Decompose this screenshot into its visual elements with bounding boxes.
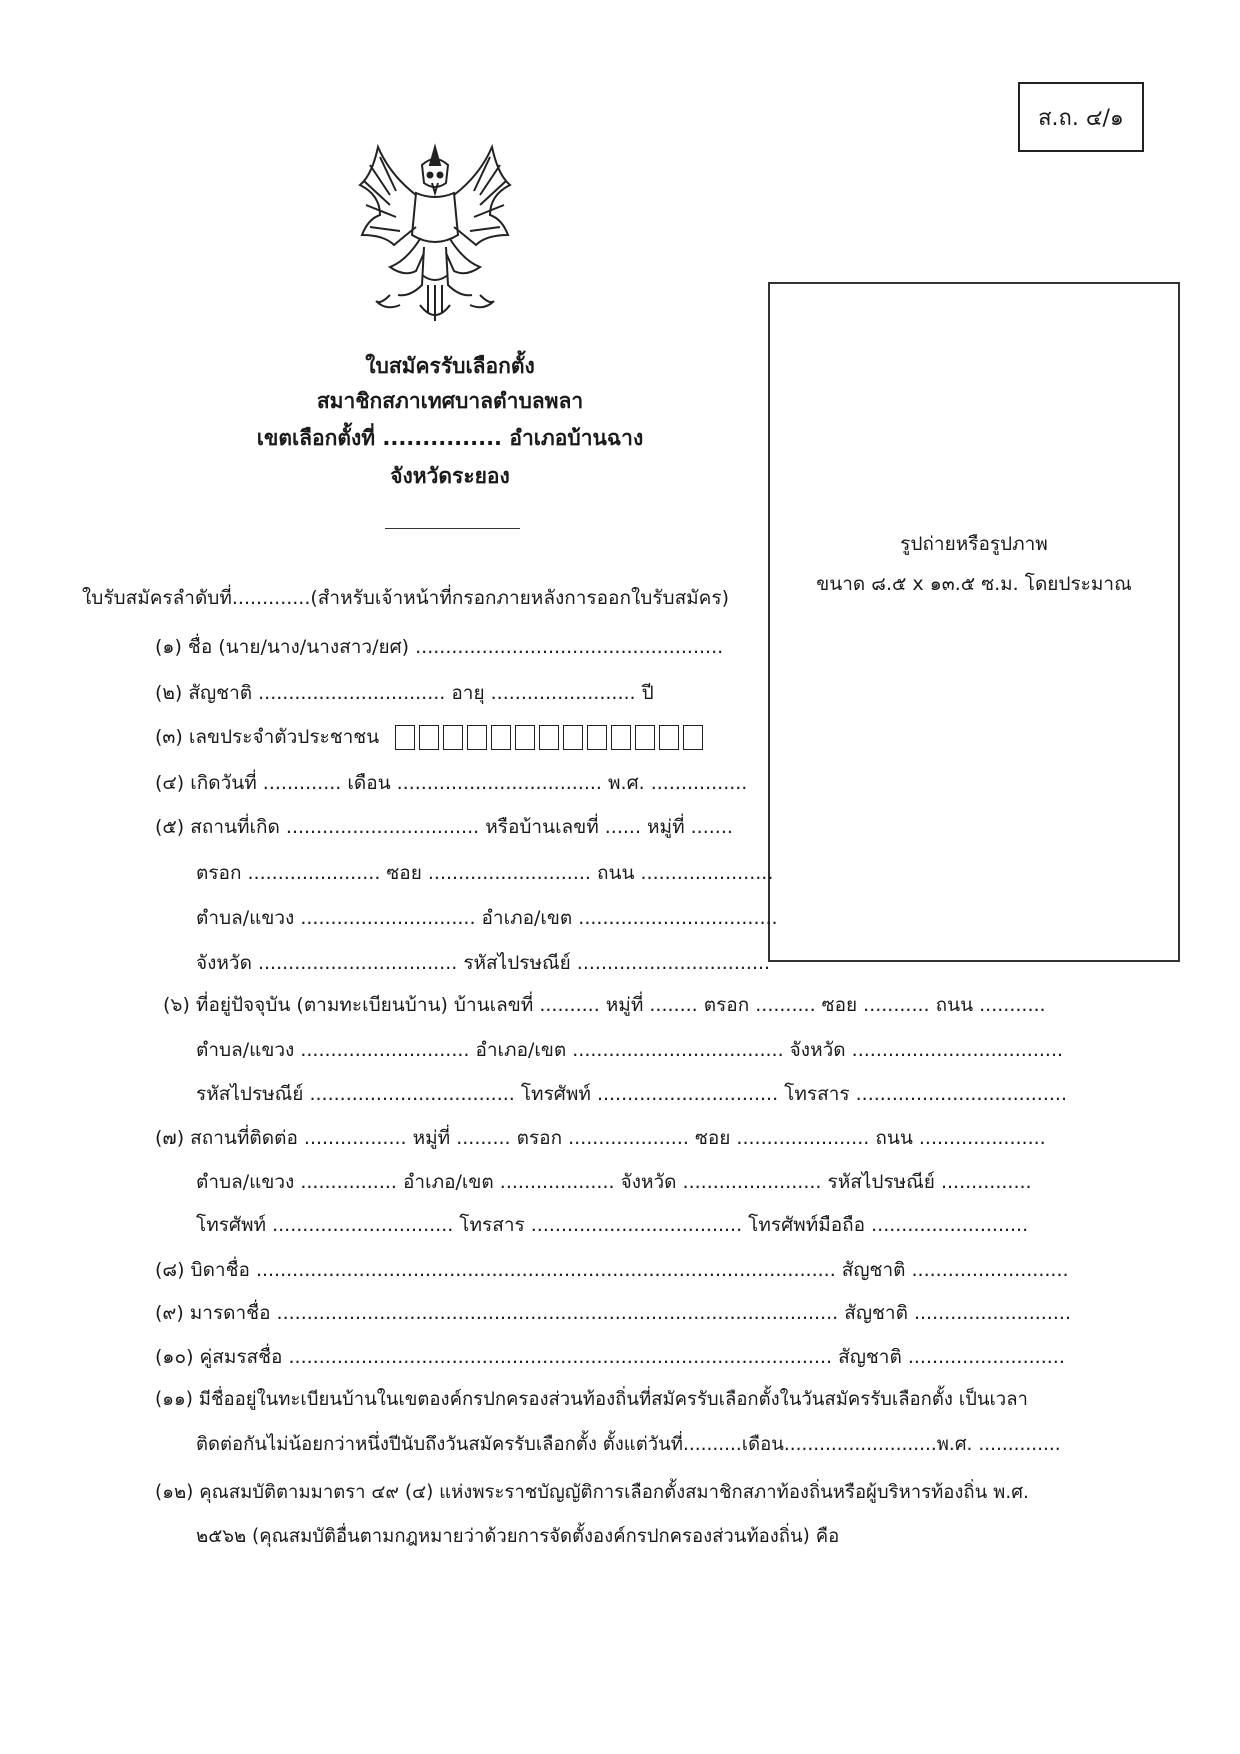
- constituency-line: เขตเลือกตั้งที่ ............... อำเภอบ้านฉาง: [256, 426, 644, 450]
- item-3-id-label: (๓) เลขประจำตัวประชาชน: [155, 726, 380, 748]
- item-6-address: (๖) ที่อยู่ปัจจุบัน (ตามทะเบียนบ้าน) บ้านเลขที่ .......... หมู่ที่ ........ ตรอก .......... ซอย ........... ถนน ...........: [163, 994, 1046, 1016]
- form-code: ส.ถ. ๔/๑: [1038, 105, 1124, 131]
- item-12-qualification: (๑๒) คุณสมบัติตามมาตรา ๔๙ (๔) แห่งพระราชบัญญัติการเลือกตั้งสมาชิกสภาท้องถิ่นหรือผู้บริหารท้องถิ่น พ.ศ.: [155, 1482, 1029, 1503]
- item-12-qualification-cont: ๒๕๖๒ (คุณสมบัติอื่นตามกฎหมายว่าด้วยการจัดตั้งองค์กรปกครองส่วนท้องถิ่น) คือ: [196, 1526, 840, 1547]
- item-5-province: จังหวัด ................................. รหัสไปรษณีย์ ................................: [196, 952, 771, 974]
- photo-label: รูปถ่ายหรือรูปภาพ: [900, 533, 1048, 555]
- id-digit-box[interactable]: [491, 725, 511, 750]
- item-6-postal-phone: รหัสไปรษณีย์ .................................. โทรศัพท์ .............................. โทรสาร ...................................: [196, 1083, 1067, 1105]
- id-digit-box[interactable]: [539, 725, 559, 750]
- id-digit-box[interactable]: [659, 725, 679, 750]
- item-8-father: (๘) บิดาชื่อ ................................................................................................ สัญชาติ ..........................: [155, 1259, 1069, 1281]
- item-3-id-row: [155, 722, 707, 752]
- item-9-mother: (๙) มารดาชื่อ ............................................................................................. สัญชาติ ..........................: [155, 1302, 1072, 1324]
- item-2-nationality-age: (๒) สัญชาติ ............................... อายุ ........................ ปี: [155, 682, 654, 704]
- id-digit-box[interactable]: [683, 725, 703, 750]
- title-divider: [385, 528, 520, 529]
- council-title: สมาชิกสภาเทศบาลตำบลพลา: [316, 389, 584, 413]
- id-digit-box[interactable]: [587, 725, 607, 750]
- id-digit-box[interactable]: [611, 725, 631, 750]
- photo-size-note: ขนาด ๘.๕ x ๑๓.๕ ซ.ม. โดยประมาณ: [816, 573, 1132, 595]
- item-11-residency: (๑๑) มีชื่ออยู่ในทะเบียนบ้านในเขตองค์กรปกครองส่วนท้องถิ่นที่สมัครรับเลือกตั้งในวันสมัครรับเลือกตั้ง เป็นเวลา: [155, 1389, 1028, 1410]
- province-line: จังหวัดระยอง: [390, 464, 510, 488]
- id-digit-box[interactable]: [467, 725, 487, 750]
- id-digit-box[interactable]: [635, 725, 655, 750]
- item-7-district: ตำบล/แขวง ................ อำเภอ/เขต ................... จังหวัด ....................... รหัสไปรษณีย์ ...............: [196, 1171, 1032, 1193]
- item-4-birthdate: (๔) เกิดวันที่ ............. เดือน .................................. พ.ศ. ................: [155, 772, 748, 794]
- id-digit-box[interactable]: [563, 725, 583, 750]
- item-11-since-date: ติดต่อกันไม่น้อยกว่าหนึ่งปีนับถึงวันสมัครรับเลือกตั้ง ตั้งแต่วันที่..........เดือน..........................พ.ศ. ..............: [196, 1434, 1061, 1455]
- item-7-phones: โทรศัพท์ .............................. โทรสาร ................................... โทรศัพท์มือถือ ..........................: [196, 1214, 1029, 1236]
- item-5-street: ตรอก ...................... ซอย ........................... ถนน ......................: [196, 862, 774, 884]
- item-1-name: (๑) ชื่อ (นาย/นาง/นางสาว/ยศ) ...................................................: [155, 636, 724, 658]
- photo-box: [768, 282, 1180, 962]
- id-digit-box[interactable]: [395, 725, 415, 750]
- form-title: ใบสมัครรับเลือกตั้ง: [365, 354, 535, 378]
- form-code-box: [1018, 82, 1144, 152]
- id-digit-box[interactable]: [419, 725, 439, 750]
- item-10-spouse: (๑๐) คู่สมรสชื่อ .......................................................................................... สัญชาติ ..........................: [155, 1346, 1065, 1368]
- garuda-emblem-icon: [350, 135, 520, 335]
- id-number-boxes[interactable]: [395, 725, 707, 750]
- item-5-birthplace: (๕) สถานที่เกิด ................................ หรือบ้านเลขที่ ...... หมู่ที่ .......: [155, 816, 733, 838]
- item-7-contact: (๗) สถานที่ติดต่อ ................. หมู่ที่ ......... ตรอก .................... ซอย ...................... ถนน .....................: [155, 1127, 1046, 1149]
- id-digit-box[interactable]: [443, 725, 463, 750]
- item-6-district: ตำบล/แขวง ............................ อำเภอ/เขต ................................... จังหวัด ...................................: [196, 1039, 1064, 1061]
- item-5-district: ตำบล/แขวง ............................. อำเภอ/เขต .................................: [196, 907, 778, 929]
- serial-number-line: ใบรับสมัครลำดับที่.............(สำหรับเจ้าหน้าที่กรอกภายหลังการออกใบรับสมัคร): [82, 587, 730, 609]
- id-digit-box[interactable]: [515, 725, 535, 750]
